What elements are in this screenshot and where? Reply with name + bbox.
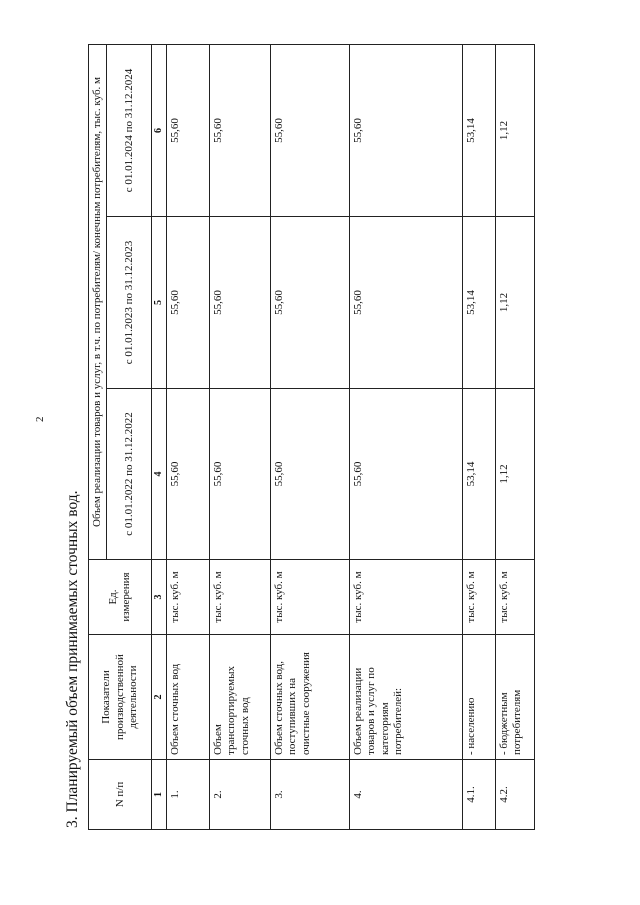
row-value-2022: 1,12 xyxy=(496,389,535,560)
row-value-2024: 1,12 xyxy=(496,44,535,216)
header-num: N п/п xyxy=(89,760,152,830)
column-number: 2 xyxy=(152,635,167,760)
table-row xyxy=(210,44,271,829)
row-indicator: Объем реализации товаров и услуг по категориям потребителей: xyxy=(350,635,463,760)
header-period-2: с 01.01.2023 по 31.12.2023 xyxy=(107,217,152,389)
row-value-2023: 55,60 xyxy=(167,217,210,389)
column-number: 3 xyxy=(152,560,167,635)
row-value-2023: 53,14 xyxy=(463,217,496,389)
row-value-2023: 55,60 xyxy=(271,217,350,389)
row-value-2023: 55,60 xyxy=(210,217,271,389)
row-value-2022: 53,14 xyxy=(463,389,496,560)
column-number: 6 xyxy=(152,44,167,216)
row-unit: тыс. куб. м xyxy=(463,560,496,635)
row-unit: тыс. куб. м xyxy=(496,560,535,635)
row-value-2022: 55,60 xyxy=(167,389,210,560)
header-indicator: Показатели производственной деятельности xyxy=(89,635,152,760)
table-header-row xyxy=(89,44,107,829)
row-unit: тыс. куб. м xyxy=(210,560,271,635)
wastewater-volume-table xyxy=(88,44,535,830)
row-value-2023: 1,12 xyxy=(496,217,535,389)
table-row xyxy=(271,44,350,829)
table-row xyxy=(463,44,496,829)
header-volume-group: Объем реализации товаров и услуг, в т.ч. по потребителям/ конечным потребителям, тыс. куб. м xyxy=(89,44,107,559)
row-unit: тыс. куб. м xyxy=(271,560,350,635)
row-indicator: Объем транспортируемых сточных вод xyxy=(210,635,271,760)
row-value-2024: 55,60 xyxy=(210,44,271,216)
row-value-2022: 55,60 xyxy=(350,389,463,560)
row-indicator: - бюджетным потребителям xyxy=(496,635,535,760)
table-row xyxy=(167,44,210,829)
row-value-2024: 55,60 xyxy=(271,44,350,216)
row-num: 4.2. xyxy=(496,760,535,830)
rotated-page xyxy=(58,45,578,830)
row-value-2023: 55,60 xyxy=(350,217,463,389)
row-unit: тыс. куб. м xyxy=(350,560,463,635)
row-indicator: - населению xyxy=(463,635,496,760)
column-number: 5 xyxy=(152,217,167,389)
row-value-2024: 53,14 xyxy=(463,44,496,216)
row-num: 4. xyxy=(350,760,463,830)
header-unit: Ед. измерения xyxy=(89,560,152,635)
row-value-2024: 55,60 xyxy=(167,44,210,216)
header-period-3: с 01.01.2024 по 31.12.2024 xyxy=(107,44,152,216)
table-row xyxy=(350,44,463,829)
row-value-2024: 55,60 xyxy=(350,44,463,216)
row-num: 2. xyxy=(210,760,271,830)
row-indicator: Объем сточных вод, поступивших на очистные сооружения xyxy=(271,635,350,760)
row-unit: тыс. куб. м xyxy=(167,560,210,635)
page-number: 2 xyxy=(34,416,46,422)
row-num: 4.1. xyxy=(463,760,496,830)
column-number-row xyxy=(152,44,167,829)
header-period-1: с 01.01.2022 по 31.12.2022 xyxy=(107,389,152,560)
column-number: 1 xyxy=(152,760,167,830)
column-number: 4 xyxy=(152,389,167,560)
row-num: 3. xyxy=(271,760,350,830)
row-num: 1. xyxy=(167,760,210,830)
row-value-2022: 55,60 xyxy=(210,389,271,560)
row-indicator: Объем сточных вод xyxy=(167,635,210,760)
row-value-2022: 55,60 xyxy=(271,389,350,560)
section-title: 3. Планируемый объем принимаемых сточных вод. xyxy=(64,490,81,828)
table-row xyxy=(496,44,535,829)
